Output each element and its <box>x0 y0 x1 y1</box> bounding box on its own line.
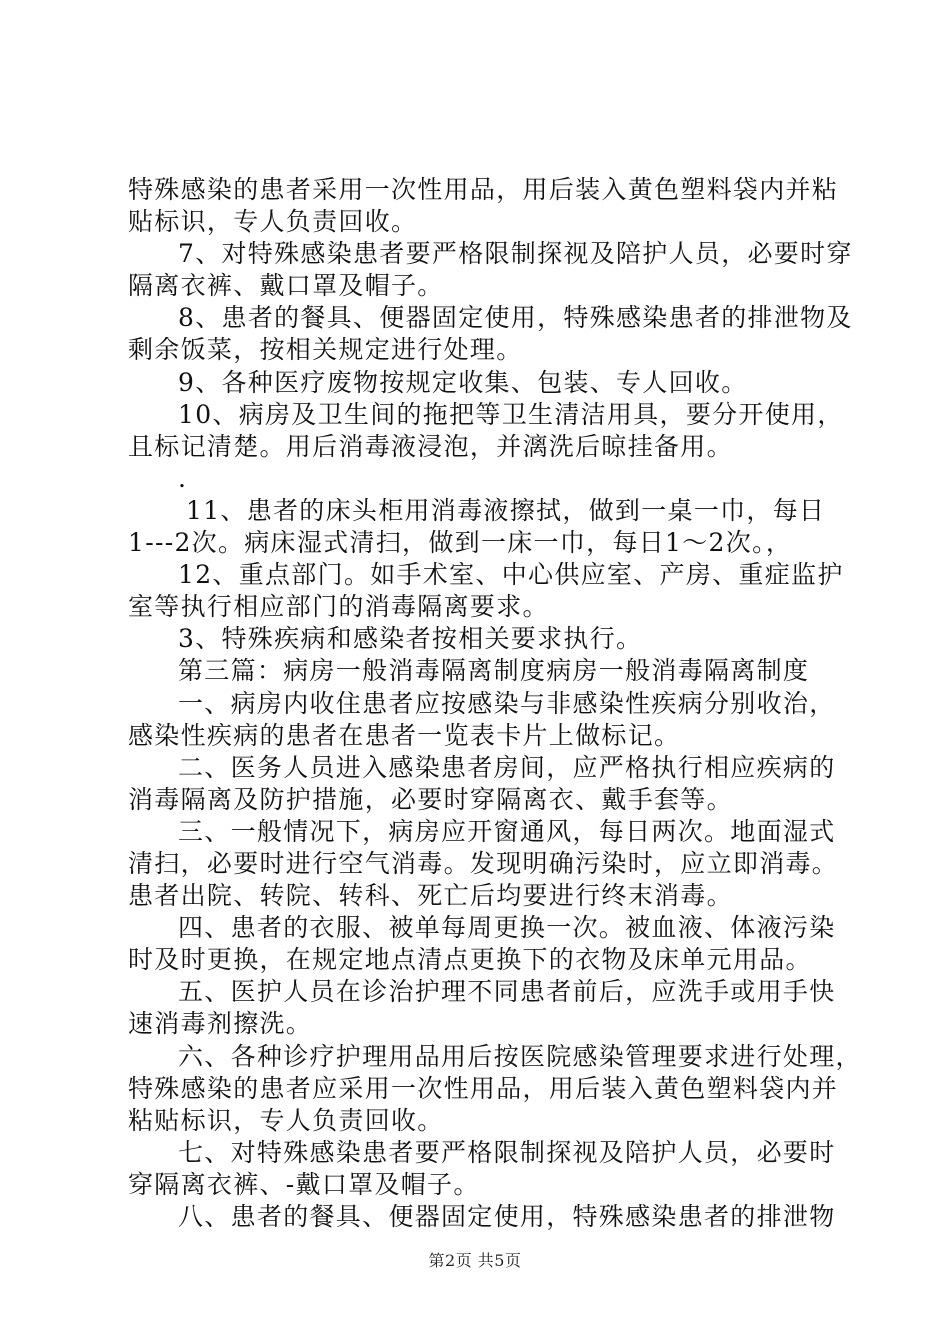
text-line: 五、医护人员在诊治护理不同患者前后，应洗手或用手快 <box>178 977 836 1007</box>
text-line: 剩余饭菜，按相关规定进行处理。 <box>128 335 523 365</box>
text-line: 特殊感染的患者采用一次性用品，用后装入黄色塑料袋内并粘 <box>128 175 839 204</box>
text-line: 速消毒剂擦洗。 <box>128 1009 313 1039</box>
text-line: 粘贴标识，专人负责回收。 <box>128 1105 444 1135</box>
page-footer: 第2页 共5页 <box>428 1251 522 1270</box>
text-line: 四、患者的衣服、被单每周更换一次。被血液、体液污染 <box>178 913 836 943</box>
text-line: 七、对特殊感染患者要严格限制探视及陪护人员，必要时 <box>178 1137 836 1167</box>
section-heading: 第三篇：病房一般消毒隔离制度病房一般消毒隔离制度 <box>178 656 810 686</box>
document-body <box>128 174 862 1233</box>
text-line: 1---2次。病床湿式清扫，做到一床一巾，每日1～2次。， <box>128 528 793 558</box>
text-line: 二、医务人员进入感染患者房间，应严格执行相应疾病的 <box>178 752 836 782</box>
text-line: 9、各种医疗废物按规定收集、包装、专人回收。 <box>178 367 748 397</box>
text-line: 室等执行相应部门的消毒隔离要求。 <box>128 592 549 622</box>
text-line: 7、对特殊感染患者要严格限制探视及陪护人员，必要时穿 <box>178 239 853 269</box>
text-line: 清扫，必要时进行空气消毒。发现明确污染时，应立即消毒。 <box>128 848 839 878</box>
text-line: 患者出院、转院、转科、死亡后均要进行终末消毒。 <box>128 881 733 911</box>
text-line: 且标记清楚。用后消毒液浸泡，并漓洗后晾挂备用。 <box>128 431 733 461</box>
text-line: 10、病房及卫生间的拖把等卫生清洁用具，要分开使用， <box>178 399 844 429</box>
text-line: 3、特殊疾病和感染者按相关要求执行。 <box>178 624 643 654</box>
text-line: 特殊感染的患者应采用一次性用品，用后装入黄色塑料袋内并 <box>128 1073 839 1103</box>
text-line: 八、患者的餐具、便器固定使用，特殊感染患者的排泄物 <box>178 1202 836 1231</box>
text-line: 消毒隔离及防护措施，必要时穿隔离衣、戴手套等。 <box>128 784 733 814</box>
text-line: 12、重点部门。如手术室、中心供应室、产房、重症监护 <box>178 560 844 590</box>
text-line: . <box>178 463 188 493</box>
text-line: 穿隔离衣裤、-戴口罩及帽子。 <box>128 1169 480 1199</box>
text-line: 时及时更换，在规定地点清点更换下的衣物及床单元用品。 <box>128 945 812 975</box>
text-line: 六、各种诊疗护理用品用后按医院感染管理要求进行处理， <box>178 1041 862 1071</box>
text-line: 贴标识，专人负责回收。 <box>128 207 418 237</box>
text-line: 三、一般情况下，病房应开窗通风，每日两次。地面湿式 <box>178 816 836 846</box>
text-line: 一、病房内收住患者应按感染与非感染性疾病分别收治， <box>178 688 836 718</box>
text-line: 11、患者的床头柜用消毒液擦拭，做到一桌一巾，每日 <box>186 495 826 525</box>
text-line: 感染性疾病的患者在患者一览表卡片上做标记。 <box>128 720 681 750</box>
text-line: 隔离衣裤、戴口罩及帽子。 <box>128 271 444 301</box>
text-line: 8、患者的餐具、便器固定使用，特殊感染患者的排泄物及 <box>178 303 853 333</box>
